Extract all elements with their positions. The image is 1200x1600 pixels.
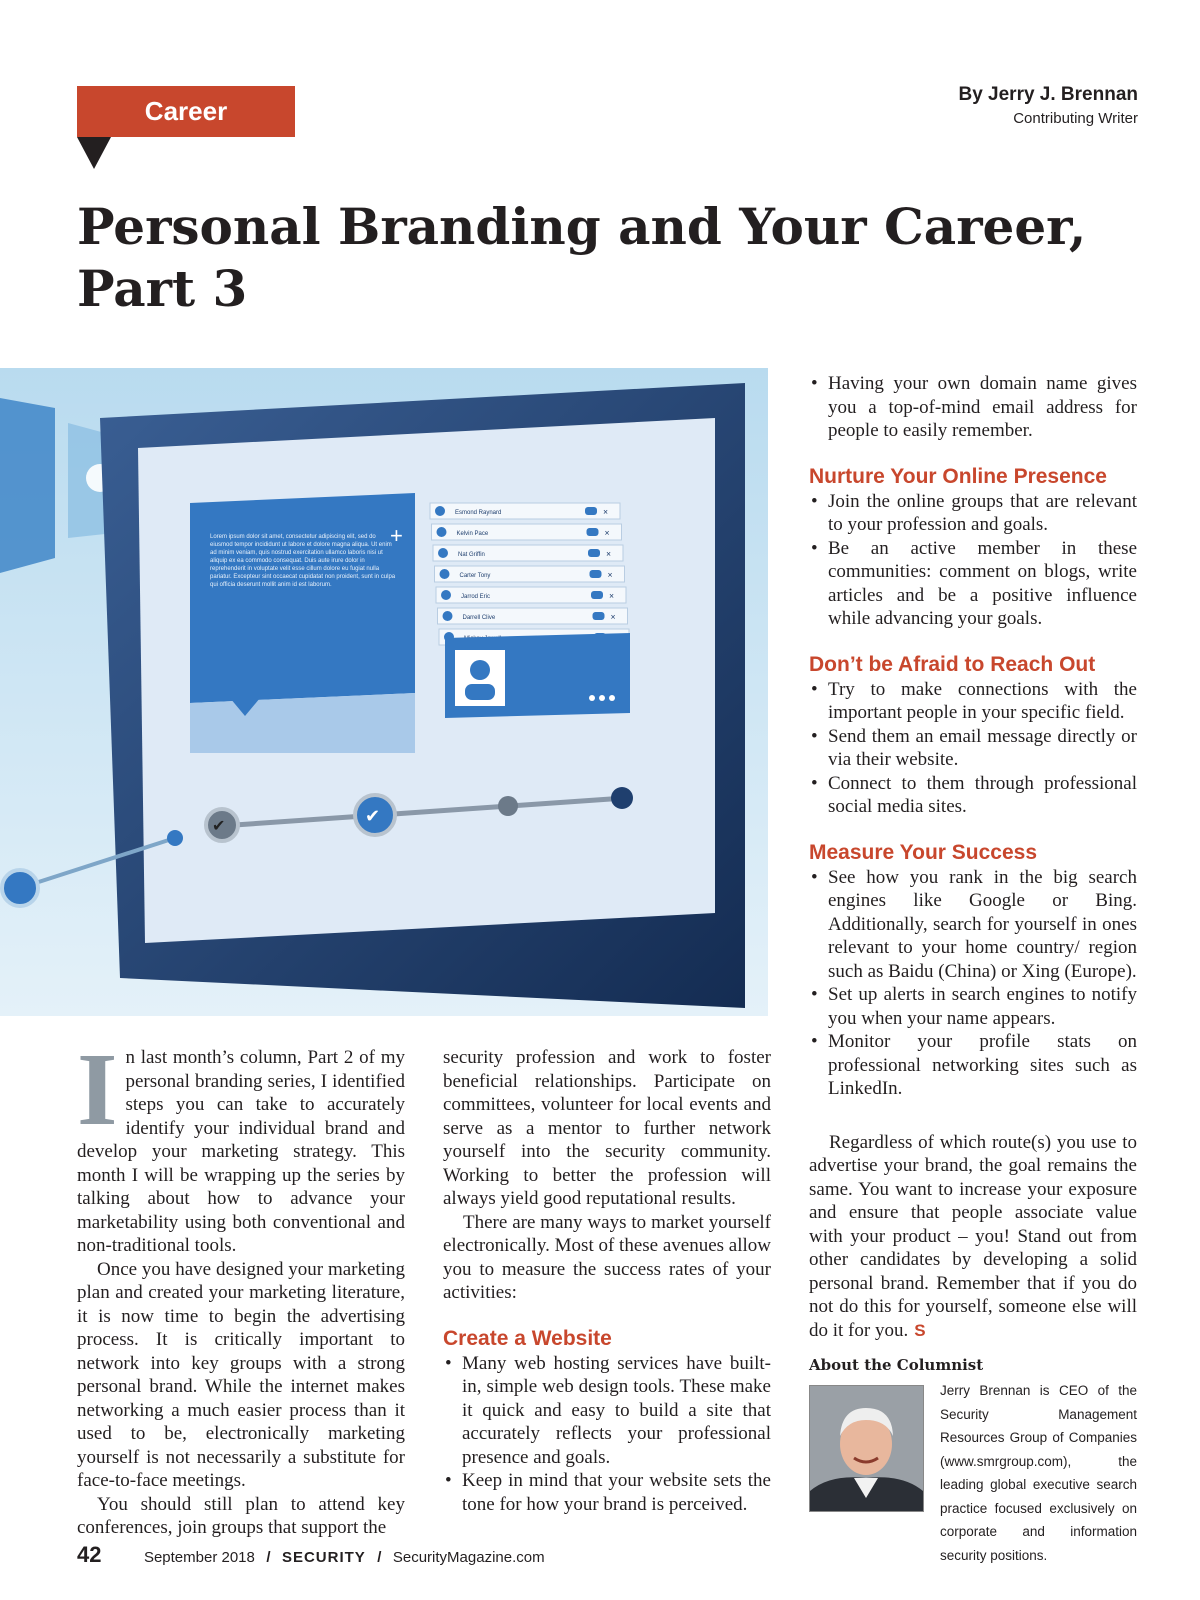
list-item: • Monitor your profile stats on professional networking sites such as LinkedIn. (809, 1030, 1137, 1101)
page-footer (77, 1542, 545, 1568)
hero-lorem-text: Lorem ipsum dolor sit amet, consectetur adipiscing elit, sed do eiusmod tempor incididunt ut labore et dolore magna aliqua. Ut enim ad minim veniam, quis nostrud exercitation ullamco laboris nisi ut aliquip ex ea commodo consequat. Duis aute irure dolor in reprehenderit in voluptate velit esse cillum dolore eu fugiat nulla pariatur. Excepteur sint occaecat cupidatat non proident, sunt in culpa qui officia deserunt mollit anim id est laborum. (210, 534, 396, 588)
bullet-list (809, 490, 1137, 631)
avatar-icon (435, 506, 445, 516)
list-item: • Set up alerts in search engines to notify you when your name appears. (809, 983, 1137, 1030)
bullet-list (809, 372, 1137, 443)
bullet-list (443, 1352, 771, 1517)
avatar-icon (437, 527, 447, 537)
message-icon (591, 591, 603, 599)
list-item: • Send them an email message directly or via their website. (809, 725, 1137, 772)
about-columnist-title: About the Columnist (809, 1356, 984, 1374)
tablet (100, 383, 745, 1008)
contact-name: Carter Tony (459, 573, 491, 579)
plus-icon: + (390, 523, 403, 548)
separator: / (266, 1549, 271, 1566)
message-icon (587, 528, 599, 536)
avatar-icon (441, 590, 451, 600)
closing-text: Regardless of which route(s) you use to advertise your brand, the goal remains the same. You want to increase your exposure and ensure that people associate value with your product – you! Stand out from other candidates by developing a solid personal brand. Remember that if you do not do this for yourself, someone else will do it for you. (809, 1131, 1137, 1341)
message-icon (585, 507, 597, 515)
checkmark-icon: ✔ (212, 818, 226, 835)
closing-paragraph (809, 1131, 1137, 1343)
contact-name: Esmond Raynard (455, 510, 502, 516)
contact-name: Nat Griffin (458, 552, 485, 558)
list-item: • Many web hosting services have built-in, simple web design tools. These make it quick and easy to build a site that accurately reflects your professional presence and goals. (443, 1352, 771, 1470)
close-icon: × (607, 570, 613, 580)
list-item: • See how you rank in the big search engines like Google or Bing. Additionally, search for yourself in ones relevant to your home country/ region such as Baidu (China) or Xing (Europe). (809, 866, 1137, 984)
column-1 (77, 1032, 405, 1540)
contact-row (435, 566, 625, 582)
hero-illustration (0, 368, 768, 1016)
checkmark-icon: ✔ (365, 806, 381, 826)
issue-date: September 2018 (143, 1549, 255, 1566)
contact-row (430, 503, 620, 519)
contact-name: Darrell Clive (462, 615, 496, 621)
drop-cap: I (77, 1032, 118, 1147)
paragraph: You should still plan to attend key conferences, join groups that support the (77, 1493, 405, 1538)
list-item: • Try to make connections with the important people in your specific field. (809, 678, 1137, 725)
section-heading: Create a Website (443, 1326, 612, 1350)
close-icon: × (604, 528, 610, 538)
author-role: Contributing Writer (1013, 110, 1138, 127)
author-name: By Jerry J. Brennan (958, 84, 1138, 105)
section-heading: Nurture Your Online Presence (809, 464, 1107, 488)
message-icon (588, 549, 600, 557)
contact-row (438, 608, 628, 624)
page-number: 42 (77, 1542, 102, 1567)
close-icon: × (606, 549, 612, 559)
contact-list (430, 503, 629, 645)
separator: / (377, 1549, 382, 1566)
column-3 (809, 372, 1137, 1342)
column-2 (443, 1046, 771, 1516)
headline (77, 196, 1137, 320)
end-mark: S (914, 1320, 926, 1340)
magazine-website: SecurityMagazine.com (392, 1549, 545, 1566)
section-heading: Don’t be Afraid to Reach Out (809, 652, 1096, 676)
byline (958, 84, 1138, 127)
close-icon: × (609, 591, 615, 601)
avatar-icon (440, 569, 450, 579)
close-icon: × (603, 507, 609, 517)
headline-line-1: Personal Branding and Your Career, (77, 197, 1087, 256)
magazine-name: SECURITY (281, 1549, 366, 1566)
columnist-photo (809, 1385, 924, 1512)
paragraph: There are many ways to market yourself electronically. Most of these avenues allow you to measure the success rates of your activities: (443, 1211, 771, 1303)
avatar-icon (438, 548, 448, 558)
contact-row (433, 545, 623, 561)
list-item: • Having your own domain name gives you a top-of-mind email address for people to easily remember. (809, 372, 1137, 443)
headline-line-2: Part 3 (77, 259, 248, 318)
list-item: • Keep in mind that your website sets the tone for how your brand is perceived. (443, 1469, 771, 1516)
department-tag-pointer (77, 137, 111, 169)
bullet-list (809, 678, 1137, 819)
contact-row (432, 524, 622, 540)
close-icon: × (610, 612, 616, 622)
contact-name: Jarrod Eric (461, 594, 491, 600)
list-item: • Be an active member in these communities: comment on blogs, write articles and be a positive influence while advancing your goals. (809, 537, 1137, 631)
message-icon (590, 570, 602, 578)
paragraph: n last month’s column, Part 2 of my personal branding series, I identified steps you can take to accurately identify your individual brand and develop your marketing strategy. This month I will be wrapping up the series by talking about how to advance your marketability using both conventional and non-traditional tools. (77, 1047, 405, 1256)
message-icon (593, 612, 605, 620)
contact-name: Kelvin Pace (456, 531, 489, 537)
list-item: • Connect to them through professional social media sites. (809, 772, 1137, 819)
department-tag: Career Intelligence (77, 86, 295, 137)
paragraph: security profession and work to foster beneficial relationships. Participate on committees, volunteer for local events and serve as a mentor to further network yourself into the security community. Working to better the profession will always yield good reputational results. (443, 1047, 771, 1209)
section-heading: Measure Your Success (809, 840, 1038, 864)
list-item: • Join the online groups that are relevant to your profession and goals. (809, 490, 1137, 537)
columnist-bio: Jerry Brennan is CEO of the Security Management Resources Group of Companies (www.smrgroup.com), the leading global executive search practice focused exclusively on corporate and information security positions. (940, 1383, 1137, 1563)
avatar-icon (443, 611, 453, 621)
paragraph: Once you have designed your marketing plan and created your marketing literature, it is now time to begin the advertising process. It is critically important to network into key groups with a strong personal brand. While the internet makes networking a much easier process than it used to be, electronically marketing yourself is not necessarily a substitute for face-to-face meetings. (77, 1258, 405, 1491)
contact-row (436, 587, 626, 603)
bullet-list (809, 866, 1137, 1101)
